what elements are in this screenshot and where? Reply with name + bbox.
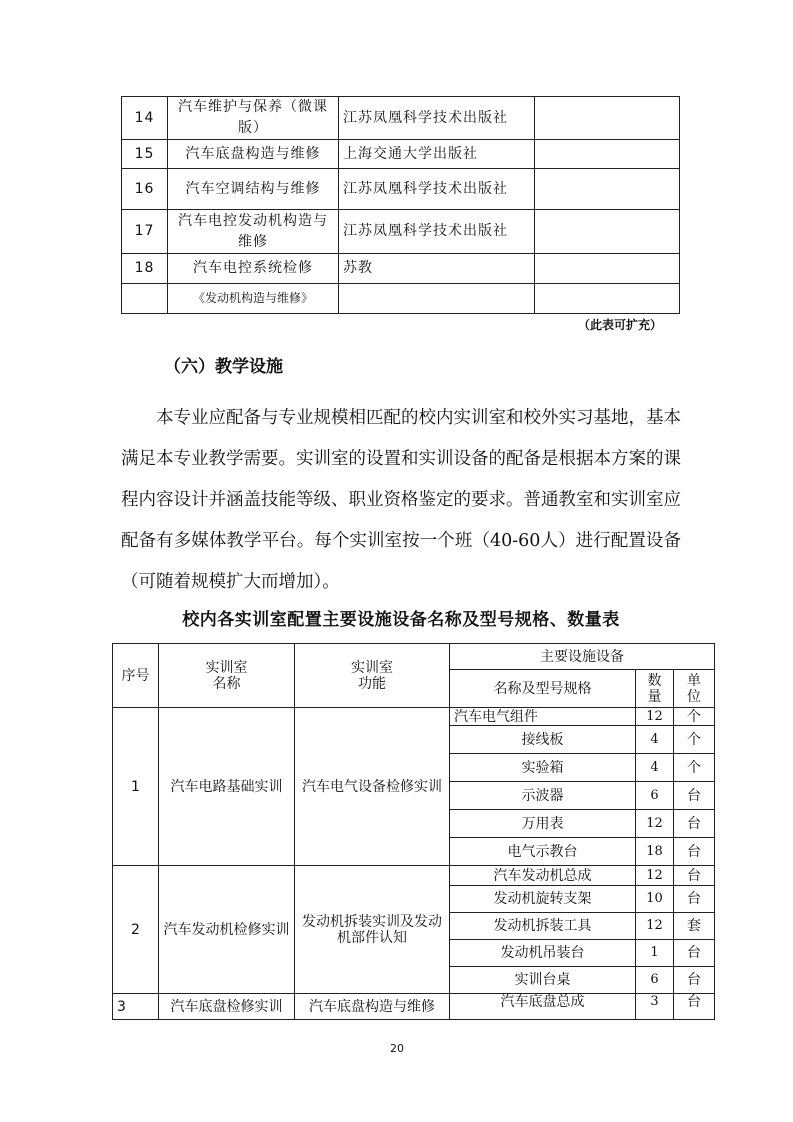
equipment-table [112,643,715,1020]
extra-cell [535,169,680,210]
header-qty: 数 量 [636,670,674,708]
row-number: 15 [122,140,168,169]
extra-cell [535,97,680,140]
extra-cell [535,254,680,284]
equipment-qty: 1 [636,940,674,967]
equipment-name: 示波器 [450,782,636,810]
publisher [339,284,535,314]
equipment-unit: 台 [674,940,715,967]
equipment-qty: 6 [636,782,674,810]
publisher: 江苏凤凰科学技术出版社 [339,169,535,210]
table-note: （此表可扩充） [577,318,662,332]
equipment-qty: 12 [636,810,674,838]
room-name: 汽车发动机检修实训 [159,866,295,994]
table-row [122,210,680,254]
equipment-name: 接线板 [450,726,636,754]
table-row [113,708,715,726]
equipment-name: 汽车电气组件 [450,708,636,726]
equipment-unit: 台 [674,886,715,913]
equipment-name: 汽车底盘总成 [450,994,636,1020]
equipment-qty: 3 [636,994,674,1020]
equipment-unit: 台 [674,994,715,1020]
equipment-qty: 12 [636,866,674,886]
extra-cell [535,140,680,169]
equipment-unit: 台 [674,782,715,810]
equipment-table-title: 校内各实训室配置主要设施设备名称及型号规格、数量表 [182,610,620,630]
row-number [122,284,168,314]
equipment-unit: 个 [674,726,715,754]
table-row [122,254,680,284]
textbook-name: 汽车维护与保养（微课版） [168,97,339,140]
table-row [122,169,680,210]
equipment-name: 发动机吊装台 [450,940,636,967]
textbook-table [121,96,680,314]
equipment-name: 汽车发动机总成 [450,866,636,886]
equipment-unit: 个 [674,754,715,782]
equipment-qty: 4 [636,754,674,782]
publisher: 江苏凤凰科学技术出版社 [339,97,535,140]
header-room-function: 实训室 功能 [295,644,450,708]
paragraph-text: 本专业应配备与专业规模相匹配的校内实训室和校外实习基地，基本满足本专业教学需要。实训室的设置和实训设备的配备是根据本方案的课程内容设计并涵盖技能等级、职业资格鉴定的要求。普通教室和实训室应配备有多媒体教学平台。每个实训室按一个班（40-60人）进行配置设备（可随着规模扩大而增加）。 [121,408,681,592]
table-row [122,97,680,140]
header-no: 序号 [113,644,159,708]
table-row [122,140,680,169]
extra-cell [535,284,680,314]
room-function: 汽车电气设备检修实训 [295,708,450,866]
body-paragraph [121,398,681,603]
room-name: 汽车底盘检修实训 [159,994,295,1020]
textbook-name: 汽车电控系统检修 [168,254,339,284]
header-main-equipment: 主要设施设备 [450,644,715,670]
equipment-name: 实验箱 [450,754,636,782]
room-name: 汽车电路基础实训 [159,708,295,866]
publisher: 上海交通大学出版社 [339,140,535,169]
row-number: 17 [122,210,168,254]
table-row [113,994,715,1020]
table-row [113,866,715,886]
room-number: 3 [113,994,159,1020]
equipment-unit: 台 [674,838,715,866]
equipment-unit: 台 [674,967,715,994]
textbook-name: 汽车底盘构造与维修 [168,140,339,169]
page-number: 20 [390,1042,404,1055]
room-function: 汽车底盘构造与维修 [295,994,450,1020]
equipment-unit: 个 [674,708,715,726]
textbook-name: 《发动机构造与维修》 [168,284,339,314]
table-row [122,284,680,314]
equipment-unit: 台 [674,810,715,838]
equipment-qty: 10 [636,886,674,913]
publisher: 苏教 [339,254,535,284]
textbook-name: 汽车电控发动机构造与维修 [168,210,339,254]
room-function: 发动机拆装实训及发动机部件认知 [295,866,450,994]
equipment-qty: 18 [636,838,674,866]
equipment-name: 万用表 [450,810,636,838]
equipment-name: 发动机旋转支架 [450,886,636,913]
equipment-qty: 12 [636,708,674,726]
equipment-qty: 12 [636,913,674,940]
row-number: 16 [122,169,168,210]
extra-cell [535,210,680,254]
section-heading: （六）教学设施 [164,357,283,377]
equipment-qty: 6 [636,967,674,994]
textbook-name: 汽车空调结构与维修 [168,169,339,210]
header-row [113,644,715,670]
row-number: 18 [122,254,168,284]
equipment-unit: 套 [674,913,715,940]
header-equip-name: 名称及型号规格 [450,670,636,708]
equipment-name: 发动机拆装工具 [450,913,636,940]
publisher: 江苏凤凰科学技术出版社 [339,210,535,254]
row-number: 14 [122,97,168,140]
equipment-name: 实训台桌 [450,967,636,994]
header-room-name: 实训室 名称 [159,644,295,708]
header-unit: 单 位 [674,670,715,708]
equipment-qty: 4 [636,726,674,754]
room-number: 2 [113,866,159,994]
equipment-name: 电气示教台 [450,838,636,866]
equipment-unit: 台 [674,866,715,886]
room-number: 1 [113,708,159,866]
